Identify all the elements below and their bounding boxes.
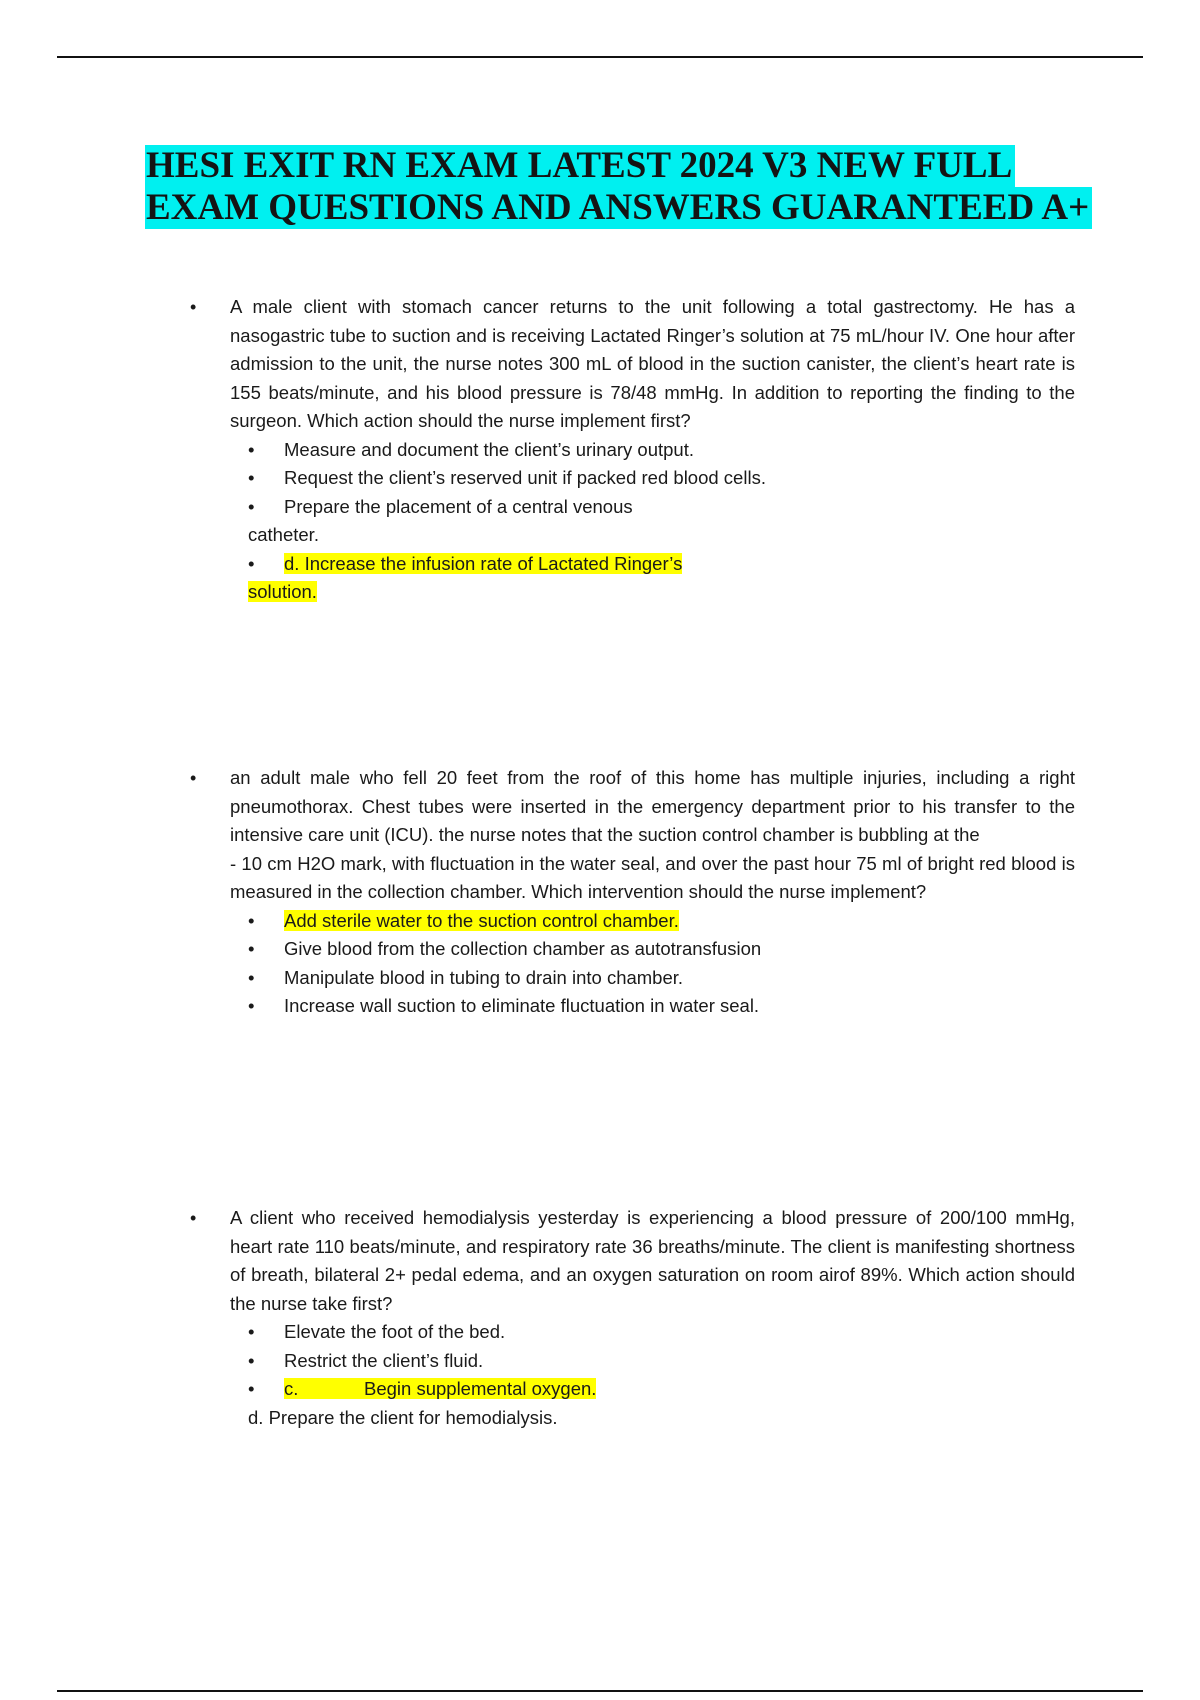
question-bullet: • — [190, 768, 197, 788]
question-3-stem-text: A client who received hemodialysis yesterday is experiencing a blood pressure of 200/100 mmHg, heart rate 110 beats/minute, and respiratory rate 36 breaths/minute. The client is manifesting shortness of breath, bilateral 2+ pedal edema, and an oxygen saturation on room airof 89%. Which action should the nurse take first? — [230, 1207, 1075, 1314]
option-continuation — [248, 521, 1075, 550]
question-1-options — [190, 436, 1075, 607]
option-bullet: • — [248, 438, 255, 460]
option-bullet: • — [248, 938, 255, 959]
option-item-correct[interactable] — [248, 550, 1075, 579]
option-bullet: • — [248, 467, 255, 488]
option-text: catheter. — [248, 524, 319, 545]
option-item[interactable] — [248, 464, 1075, 493]
option-item[interactable] — [248, 1318, 1075, 1347]
question-3-options — [190, 1318, 1075, 1432]
option-text: Restrict the client’s fluid. — [284, 1349, 484, 1371]
correct-answer-text: Begin supplemental oxygen. — [364, 1378, 597, 1399]
question-2 — [190, 764, 1075, 1021]
option-continuation — [248, 578, 1075, 607]
option-item[interactable] — [248, 964, 1075, 993]
title-line-2: EXAM QUESTIONS AND ANSWERS GUARANTEED A+ — [145, 187, 1092, 229]
option-bullet: • — [248, 552, 255, 574]
correct-answer-text: d. Increase the infusion rate of Lactated Ringer’s — [284, 552, 683, 574]
option-item[interactable] — [248, 935, 1075, 964]
option-item[interactable] — [248, 1347, 1075, 1376]
option-text: Prepare the placement of a central venous — [284, 495, 633, 517]
question-1-stem-text: A male client with stomach cancer returns to the unit following a total gastrectomy. He has a nasogastric tube to suction and is receiving Lactated Ringer’s solution at 75 mL/hour IV. One hour after admission to the unit, the nurse notes 300 mL of blood in the suction canister, the client’s heart rate is 155 beats/minute, and his blood pressure is 78/48 mmHg. In addition to reporting the finding to the surgeon. Which action should the nurse implement first? — [230, 296, 1075, 431]
question-3 — [190, 1204, 1075, 1432]
option-bullet: • — [248, 909, 255, 931]
option-text: Measure and document the client’s urinary output. — [284, 438, 694, 460]
option-item-correct[interactable] — [248, 907, 1075, 936]
option-text: d. Prepare the client for hemodialysis. — [248, 1406, 558, 1428]
option-bullet: • — [248, 495, 255, 517]
option-item[interactable] — [248, 436, 1075, 465]
option-item-correct[interactable] — [248, 1375, 1075, 1404]
question-1 — [190, 293, 1075, 607]
option-letter: c. — [284, 1378, 299, 1399]
document-title — [145, 145, 1095, 229]
question-2-stem-text: - 10 cm H2O mark, with fluctuation in the water seal, and over the past hour 75 ml of bright red blood is measured in the collection chamber. Which intervention should the nurse implement? — [230, 852, 1075, 902]
top-rule — [57, 56, 1143, 58]
option-text: Request the client’s reserved unit if packed red blood cells. — [284, 467, 766, 488]
question-1-stem — [230, 293, 1075, 436]
question-bullet: • — [190, 1208, 197, 1228]
option-text: Elevate the foot of the bed. — [284, 1321, 506, 1342]
option-bullet: • — [248, 1349, 255, 1371]
option-text: Manipulate blood in tubing to drain into chamber. — [284, 966, 684, 988]
option-item[interactable] — [248, 1404, 1075, 1433]
option-text: Give blood from the collection chamber as autotransfusion — [284, 938, 762, 959]
title-line-1: HESI EXIT RN EXAM LATEST 2024 V3 NEW FULL — [145, 145, 1015, 187]
correct-answer-text: Add sterile water to the suction control chamber. — [284, 909, 679, 931]
question-bullet: • — [190, 297, 197, 317]
option-bullet: • — [248, 995, 255, 1016]
option-bullet: • — [248, 1321, 255, 1342]
question-2-stem-text: an adult male who fell 20 feet from the roof of this home has multiple injuries, including a right pneumothorax. Chest tubes were inserted in the emergency department prior to his transfer to the intensive care unit (ICU). the nurse notes that the suction control chamber is bubbling at the — [230, 767, 1075, 845]
option-item[interactable] — [248, 493, 1075, 522]
question-2-stem — [230, 764, 1075, 907]
question-2-options — [190, 907, 1075, 1021]
option-text: Increase wall suction to eliminate fluctuation in water seal. — [284, 995, 760, 1016]
option-item[interactable] — [248, 992, 1075, 1021]
question-3-stem — [230, 1204, 1075, 1318]
option-bullet: • — [248, 966, 255, 988]
bottom-rule — [57, 1690, 1143, 1692]
option-bullet: • — [248, 1378, 255, 1399]
correct-answer-text: solution. — [248, 581, 317, 602]
